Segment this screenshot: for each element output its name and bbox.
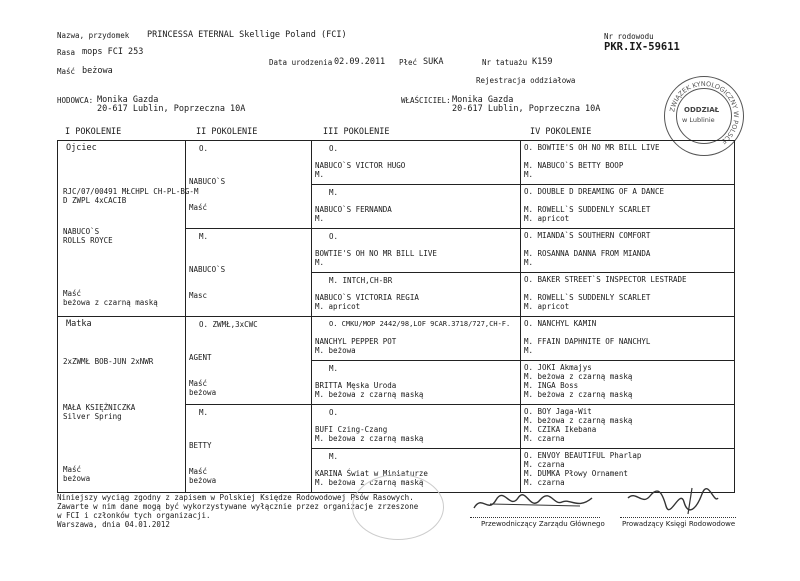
gen3-prefix-4: M. INTCH,CH-BR: [329, 276, 393, 285]
gen3-color-3: M.: [315, 258, 325, 267]
pedigree-table: [57, 140, 735, 493]
sire-titles-1: RJC/07/00491 MŁCHPL CH-PL-BG-M: [63, 187, 199, 196]
gen3-prefix-8: M.: [329, 452, 339, 461]
owner-label: WŁAŚCICIEL:: [401, 96, 451, 105]
breed-value: mops FCI 253: [82, 47, 144, 57]
gen4-sire-3: O. MIANDA`S SOUTHERN COMFORT: [524, 231, 651, 240]
signature-chairman: [470, 486, 600, 518]
signature-registrar: [622, 484, 722, 518]
footer-line-2: Zawarte w nim dane mogą być wykorzystywane wyłącznie przez organizacje zrzeszone: [57, 502, 419, 511]
gen2-color-4: beżowa: [189, 476, 217, 485]
gen-header-1: I POKOLENIE: [65, 127, 122, 137]
gen4-dam-1: M. NABUCO`S BETTY BOOP: [524, 161, 624, 170]
gen3-prefix-2: M.: [329, 188, 339, 197]
gen2-color-3: beżowa: [189, 388, 217, 397]
gen4-sire-1: O. BOWTIE'S OH NO MR BILL LIVE: [524, 143, 660, 152]
color-value: beżowa: [82, 66, 113, 76]
gen4-dam-4: M. ROWELL`S SUDDENLY SCARLET: [524, 293, 651, 302]
gen3-name-7: BUFI Czing-Czang: [315, 425, 388, 434]
gen3-prefix-5: O. CMKU/MOP 2442/98,LOF 9CAR.3718/727,CH-F.: [329, 320, 511, 328]
gen3-color-2: M.: [315, 214, 325, 223]
dam-name-2: Silver Spring: [63, 412, 122, 421]
gen3-cell-7: [312, 405, 521, 449]
gen3-cell-2: [312, 185, 521, 229]
gen3-color-7: M. beżowa z czarną maską: [315, 434, 424, 443]
sire-color-label: Maść: [63, 289, 82, 298]
gen4-color-4: M. apricot: [524, 302, 570, 311]
gen2-cell-4: [186, 405, 312, 493]
gen4-dam-6: M. INGA Boss: [524, 381, 579, 390]
breeder-label: HODOWCA:: [57, 96, 94, 105]
footer-line-1: Niniejszy wyciąg zgodny z zapisem w Polskiej Księdze Rodowodowej Psów Rasowych.: [57, 493, 414, 502]
sire-titles-2: D ZWPL 4xCACIB: [63, 196, 127, 205]
gen4-dam-5: M. FFAIN DAPHNITE OF NANCHYL: [524, 337, 651, 346]
signature-line-2: [620, 517, 736, 518]
faint-stamp: [352, 474, 444, 540]
gen4-color-1: M.: [524, 170, 534, 179]
gen4-color-7: M. czarna: [524, 434, 565, 443]
color-label: Maść: [57, 67, 76, 76]
gen3-prefix-3: O.: [329, 232, 339, 241]
gen4-cell-1: [521, 141, 735, 185]
gen2-color-label-3: Maść: [189, 379, 208, 388]
gen4-color-6: M. beżowa z czarną maską: [524, 390, 633, 399]
sire-name-1: NABUCO`S: [63, 227, 100, 236]
gen2-prefix-1: O.: [199, 144, 209, 153]
gen2-prefix-4: M.: [199, 408, 209, 417]
gen2-name-2: NABUCO`S: [189, 265, 226, 274]
dam-cell: [58, 317, 186, 493]
dam-color: beżowa: [63, 474, 91, 483]
gen4-cell-4: [521, 273, 735, 317]
gen4-color-3: M.: [524, 258, 534, 267]
gen4-cell-2: [521, 185, 735, 229]
dam-titles: 2xZWMŁ BOB-JUN 2xNWR: [63, 357, 154, 366]
breed-label: Rasa: [57, 48, 76, 57]
birth-value: 02.09.2011: [334, 57, 386, 67]
gen2-cell-1: [186, 141, 312, 229]
footer-line-3: w FCI i członków tych organizacji.: [57, 511, 211, 520]
sire-color: beżowa z czarną maską: [63, 298, 158, 307]
gen3-cell-3: [312, 229, 521, 273]
gen4-sire-4: O. BAKER STREET`S INSPECTOR LESTRADE: [524, 275, 687, 284]
gen4-sire-2: O. DOUBLE D DREAMING OF A DANCE: [524, 187, 664, 196]
gen3-name-6: BRITTA Męska Uroda: [315, 381, 397, 390]
gen3-name-4: NABUCO`S VICTORIA REGIA: [315, 293, 419, 302]
reg-number: PKR.IX-59611: [604, 41, 680, 53]
dog-name: PRINCESSA ETERNAL Skellige Poland (FCI): [147, 30, 347, 40]
gen3-name-1: NABUCO`S VICTOR HUGO: [315, 161, 406, 170]
branch-registration: Rejestracja oddziałowa: [476, 76, 576, 85]
gen3-color-4: M. apricot: [315, 302, 361, 311]
sire-name-2: ROLLS ROYCE: [63, 236, 113, 245]
gen4-color-2: M. apricot: [524, 214, 570, 223]
gen3-name-8: KARINA Świat w Miniaturze: [315, 469, 428, 478]
name-label: Nazwa, przydomek: [57, 31, 130, 40]
stamp-ring-text: ZWIĄZEK KYNOLOGICZNY W POLSCE: [668, 79, 741, 146]
gen2-name-4: BETTY: [189, 441, 212, 450]
gen4-cell-5: [521, 317, 735, 361]
gen-header-2: II POKOLENIE: [196, 127, 258, 137]
gen4-sire-color-7: M. beżowa z czarną maską: [524, 416, 633, 425]
gen2-name-3: AGENT: [189, 353, 212, 362]
gen3-cell-5: [312, 317, 521, 361]
gen3-name-2: NABUCO`S FERNANDA: [315, 205, 392, 214]
gen2-color-label-1: Maść: [189, 203, 208, 212]
gen4-dam-2: M. ROWELL`S SUDDENLY SCARLET: [524, 205, 651, 214]
gen3-name-3: BOWTIE'S OH NO MR BILL LIVE: [315, 249, 437, 258]
dam-color-label: Maść: [63, 465, 82, 474]
gen3-color-1: M.: [315, 170, 325, 179]
gen4-sire-color-6: M. beżowa z czarną maską: [524, 372, 633, 381]
gen3-color-8: M. beżowa z czarną maską: [315, 478, 424, 487]
signature-label-chairman: Przewodniczący Zarządu Głównego: [481, 520, 605, 528]
sex-value: SUKA: [423, 57, 444, 67]
gen3-name-5: NANCHYL PEPPER POT: [315, 337, 397, 346]
signature-line-1: [470, 517, 600, 518]
gen4-cell-3: [521, 229, 735, 273]
owner-name: Monika Gazda: [452, 95, 514, 105]
gen3-prefix-6: M.: [329, 364, 339, 373]
gen2-prefix-3: O. ZWMŁ,3xCWC: [199, 320, 258, 329]
gen3-cell-6: [312, 361, 521, 405]
sire-label: Ojciec: [66, 143, 97, 153]
breeder-name: Monika Gazda: [97, 95, 159, 105]
gen4-dam-7: M. CZIKA Ikebana: [524, 425, 597, 434]
sex-label: Płeć: [399, 58, 418, 67]
owner-address: 20-617 Lublin, Poprzeczna 10A: [452, 104, 601, 114]
gen2-color-label-2: Masc: [189, 291, 208, 300]
gen4-cell-7: [521, 405, 735, 449]
gen-header-4: IV POKOLENIE: [530, 127, 592, 137]
dam-name-1: MAŁA KSIĘŻNICZKA: [63, 403, 136, 412]
gen4-cell-6: [521, 361, 735, 405]
gen4-color-5: M.: [524, 346, 534, 355]
gen3-prefix-1: O.: [329, 144, 339, 153]
breeder-address: 20-617 Lublin, Poprzeczna 10A: [97, 104, 246, 114]
gen4-dam-8: M. DUMKA Płowy Ornament: [524, 469, 628, 478]
reg-label: Nr rodowodu: [604, 32, 654, 41]
stamp-center-2: w Lublinie: [682, 116, 715, 124]
gen2-cell-3: [186, 317, 312, 405]
gen2-prefix-2: M.: [199, 232, 209, 241]
gen4-color-8: M. czarna: [524, 478, 565, 487]
dam-label: Matka: [66, 319, 92, 329]
gen4-sire-7: O. BOY Jaga-Wit: [524, 407, 592, 416]
tattoo-value: K159: [532, 57, 553, 67]
gen3-color-5: M. beżowa: [315, 346, 356, 355]
gen4-sire-5: O. NANCHYL KAMIN: [524, 319, 597, 328]
birth-label: Data urodzenia: [269, 58, 333, 67]
gen4-sire-color-8: M. czarna: [524, 460, 565, 469]
gen4-sire-6: O. JOKI Akmajys: [524, 363, 592, 372]
signature-label-registrar: Prowadzący Księgi Rodowodowe: [622, 520, 736, 528]
tattoo-label: Nr tatuażu: [482, 58, 528, 67]
gen2-cell-2: [186, 229, 312, 317]
gen4-sire-8: O. ENVOY BEAUTIFUL Pharlap: [524, 451, 642, 460]
gen3-prefix-7: O.: [329, 408, 339, 417]
gen3-cell-1: [312, 141, 521, 185]
gen-header-3: III POKOLENIE: [323, 127, 390, 137]
stamp-center-1: ODDZIAŁ: [684, 106, 720, 114]
gen3-cell-4: [312, 273, 521, 317]
footer-date: Warszawa, dnia 04.01.2012: [57, 520, 170, 529]
gen2-name-1: NABUCO`S: [189, 177, 226, 186]
gen2-color-label-4: Maść: [189, 467, 208, 476]
gen3-color-6: M. beżowa z czarną maską: [315, 390, 424, 399]
gen4-dam-3: M. ROSANNA DANNA FROM MIANDA: [524, 249, 651, 258]
